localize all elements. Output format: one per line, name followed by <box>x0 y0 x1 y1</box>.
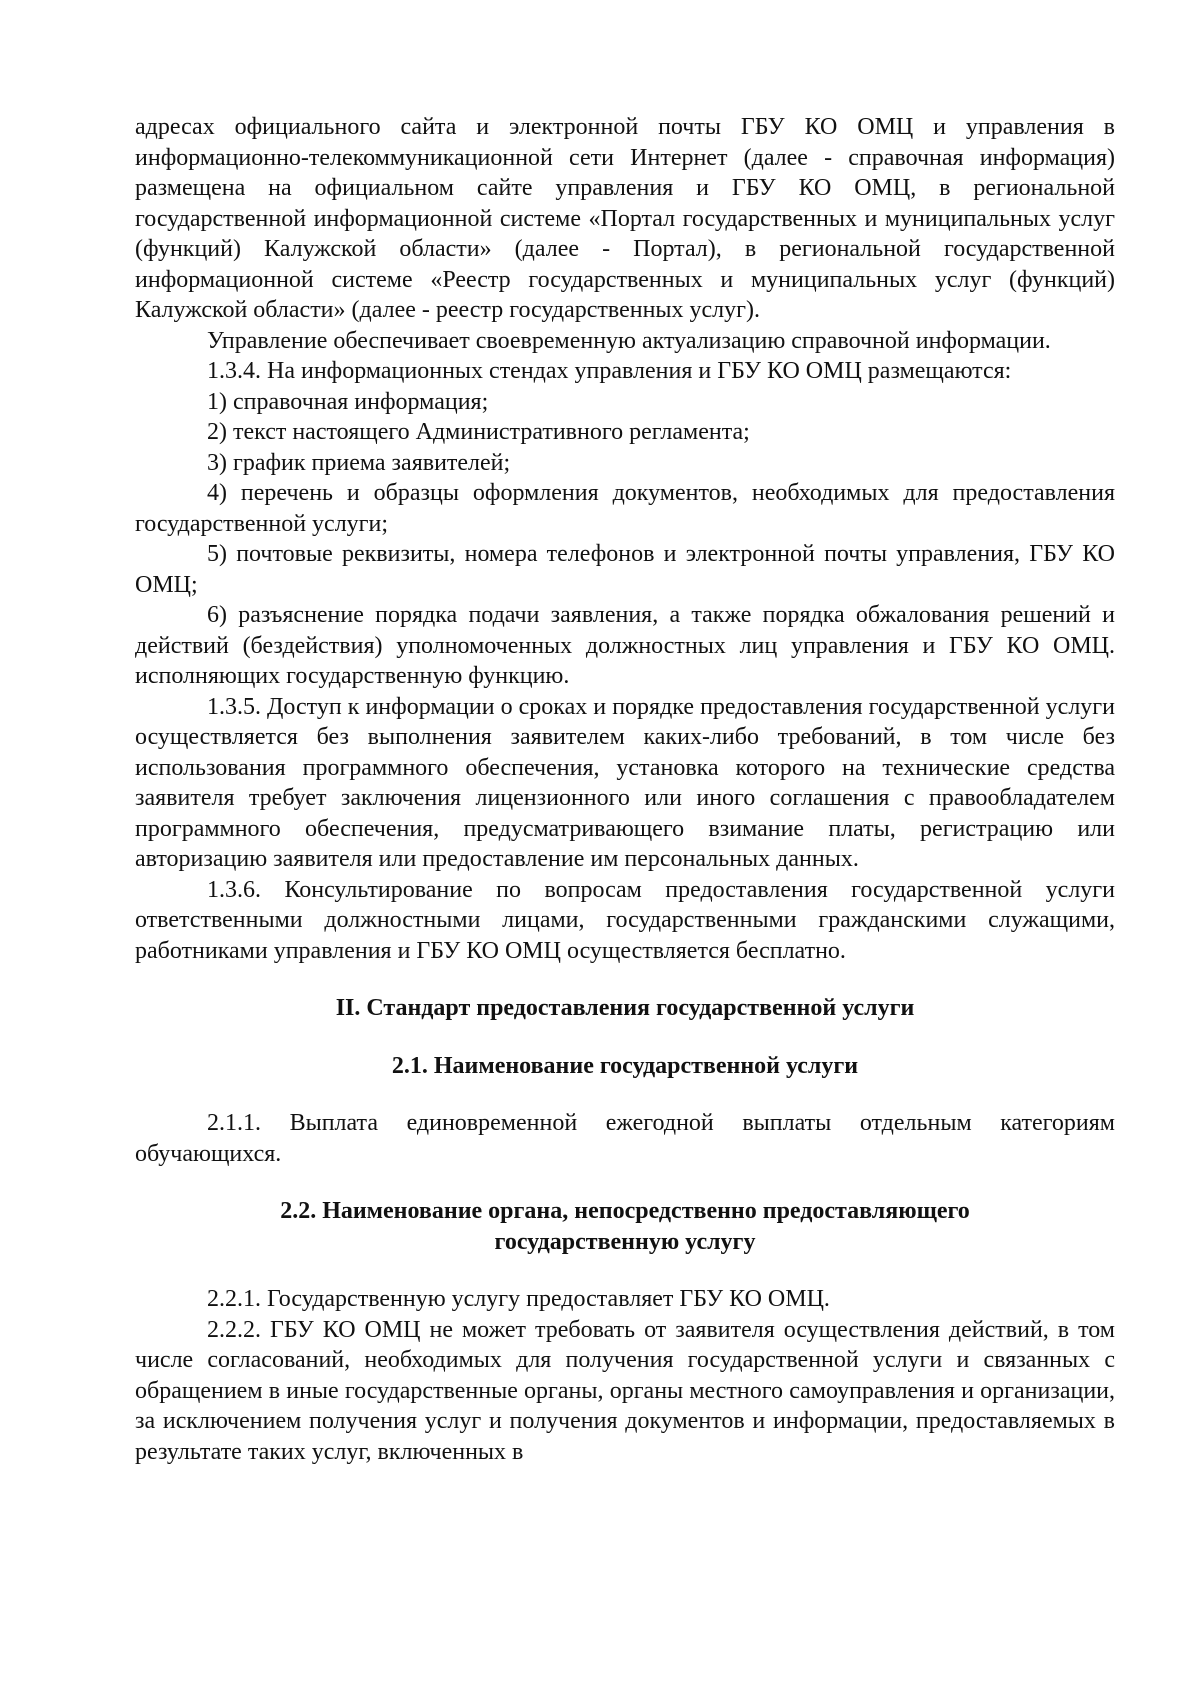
paragraph-1-3-5: 1.3.5. Доступ к информации о сроках и порядке предоставления государственной услуги осуществляется без выполнения заявителем каких-либо требований, в том числе без использования программного обеспечения, установка которого на технические средства заявителя требует заключения лицензионного или иного соглашения с правообладателем программного обеспечения, предусматривающего взимание платы, регистрацию или авторизацию заявителя или предоставление им персональных данных. <box>135 693 1115 872</box>
paragraph-management-update: Управление обеспечивает своевременную актуализацию справочной информации. <box>207 327 1051 354</box>
list-item-4: 4) перечень и образцы оформления документов, необходимых для предоставления государственной услуги; <box>135 480 1115 537</box>
document-body <box>135 112 1115 1467</box>
list-item-1: 1) справочная информация; <box>207 388 489 415</box>
subsection-heading-2-2-line2: государственную услугу <box>494 1228 756 1255</box>
paragraph-contact-info: адресах официального сайта и электронной почты ГБУ КО ОМЦ и управления в информационно-телекоммуникационной сети Интернет (далее - справочная информация) размещена на официальном сайте управления и ГБУ КО ОМЦ, в региональной государственной информационной системе «Портал государственных и муниципальных услуг (функций) Калужской области» (далее - Портал), в региональной государственной информационной системе «Реестр государственных и муниципальных услуг (функций) Калужской области» (далее - реестр государственных услуг). <box>135 114 1115 323</box>
paragraph-2-2-1: 2.2.1. Государственную услугу предоставляет ГБУ КО ОМЦ. <box>207 1286 830 1312</box>
subsection-heading-2-1: 2.1. Наименование государственной услуги <box>391 1052 859 1079</box>
list-item-5: 5) почтовые реквизиты, номера телефонов и электронной почты управления, ГБУ КО ОМЦ; <box>135 541 1115 598</box>
paragraph-2-2-2: 2.2.2. ГБУ КО ОМЦ не может требовать от заявителя осуществления действий, в том числе согласований, необходимых для получения государственной услуги и связанных с обращением в иные государственные органы, органы местного самоуправления и организации, за исключением получения услуг и получения документов и информации, предоставляемых в результате таких услуг, включенных в <box>135 1316 1115 1465</box>
paragraph-1-3-6: 1.3.6. Консультирование по вопросам предоставления государственной услуги ответственными должностными лицами, государственными гражданскими служащими, работниками управления и ГБУ КО ОМЦ осуществляется бесплатно. <box>135 876 1115 964</box>
list-item-3: 3) график приема заявителей; <box>207 449 511 476</box>
paragraph-2-1-1: 2.1.1. Выплата единовременной ежегодной выплаты отдельным категориям обучающихся. <box>135 1110 1115 1167</box>
list-item-6: 6) разъяснение порядка подачи заявления, а также порядка обжалования решений и действий (бездействия) уполномоченных должностных лиц управления и ГБУ КО ОМЦ. исполняющих государственную функцию. <box>135 602 1115 689</box>
list-item-2: 2) текст настоящего Административного регламента; <box>207 419 750 445</box>
section-heading-2: II. Стандарт предоставления государственной услуги <box>335 995 915 1021</box>
paragraph-1-3-4: 1.3.4. На информационных стендах управления и ГБУ КО ОМЦ размещаются: <box>207 358 1012 384</box>
subsection-heading-2-2-line1: 2.2. Наименование органа, непосредственно предоставляющего <box>280 1198 970 1224</box>
